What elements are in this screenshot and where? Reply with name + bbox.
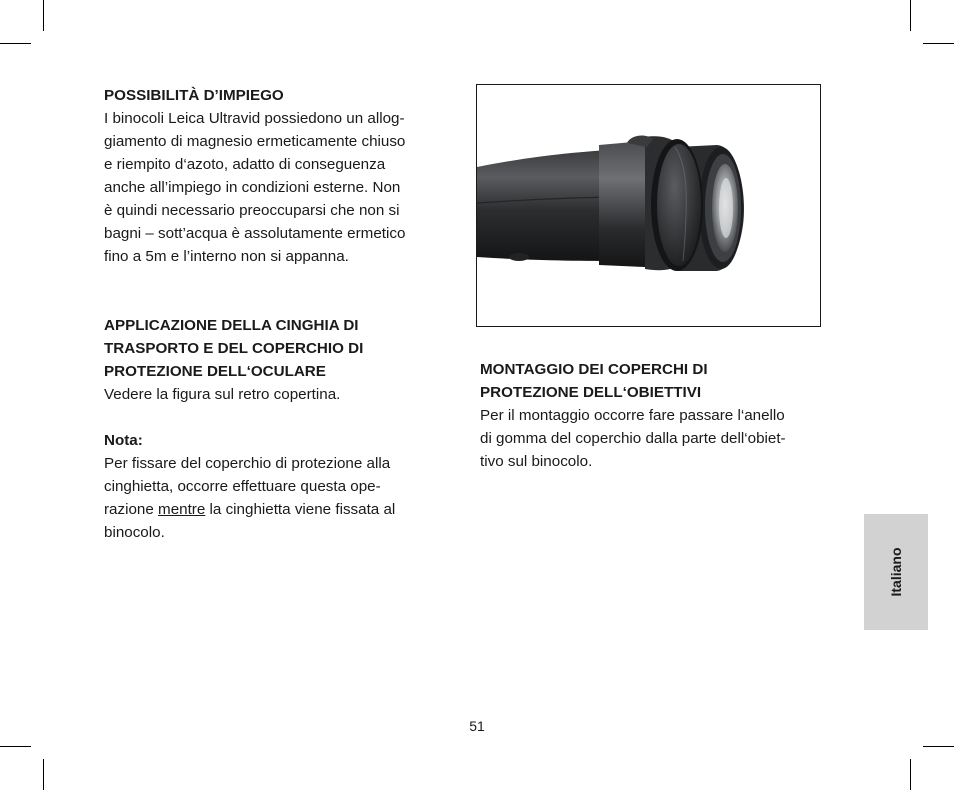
crop-mark [43,759,44,790]
body-line: tivo sul binocolo. [480,453,593,470]
crop-mark [910,759,911,790]
section-heading: PROTEZIONE DELL‘OCULARE [104,363,326,380]
section-heading: POSSIBILITÀ D’IMPIEGO [104,87,284,104]
crop-mark [0,746,31,747]
body-line: I binocoli Leica Ultravid possiedono un allog- [104,110,405,127]
section-heading: TRASPORTO E DEL COPERCHIO DI [104,340,364,357]
body-line: binocolo. [104,524,165,541]
body-line: cinghietta, occorre effettuare questa ope- [104,478,381,495]
crop-mark [923,746,954,747]
binocular-illustration [477,85,821,327]
body-line: è quindi necessario preoccuparsi che non si [104,202,400,219]
body-line: Per fissare del coperchio di protezione alla [104,455,391,472]
left-column [104,84,449,544]
language-tab [864,514,928,630]
body-line: e riempito d‘azoto, adatto di conseguenza [104,156,386,173]
underlined-word: mentre [158,501,206,518]
crop-mark [0,43,31,44]
body-line: bagni – sott’acqua è assolutamente ermetico [104,225,406,242]
language-tab-label: Italiano [888,547,904,597]
body-line: di gomma del coperchio dalla parte dell‘obiet- [480,430,786,447]
section-heading: APPLICAZIONE DELLA CINGHIA DI [104,317,359,334]
binocular-photo [476,84,821,327]
text-run: la cinghietta viene fissata al [205,501,396,518]
body-line: Per il montaggio occorre fare passare l‘anello [480,407,785,424]
crop-mark [923,43,954,44]
right-column [480,358,825,473]
section-heading: MONTAGGIO DEI COPERCHI DI [480,361,708,378]
text-run: razione [104,501,159,518]
crop-mark [910,0,911,31]
section-heading: PROTEZIONE DELL‘OBIETTIVI [480,384,702,401]
page-number: 51 [469,718,485,734]
note-heading: Nota: [104,432,143,449]
crop-mark [43,0,44,31]
body-line: fino a 5m e l’interno non si appanna. [104,248,349,265]
body-line: anche all’impiego in condizioni esterne. Non [104,179,401,196]
body-line [104,498,449,521]
body-line: Vedere la figura sul retro copertina. [104,386,341,403]
body-line: giamento di magnesio ermeticamente chiuso [104,133,406,150]
